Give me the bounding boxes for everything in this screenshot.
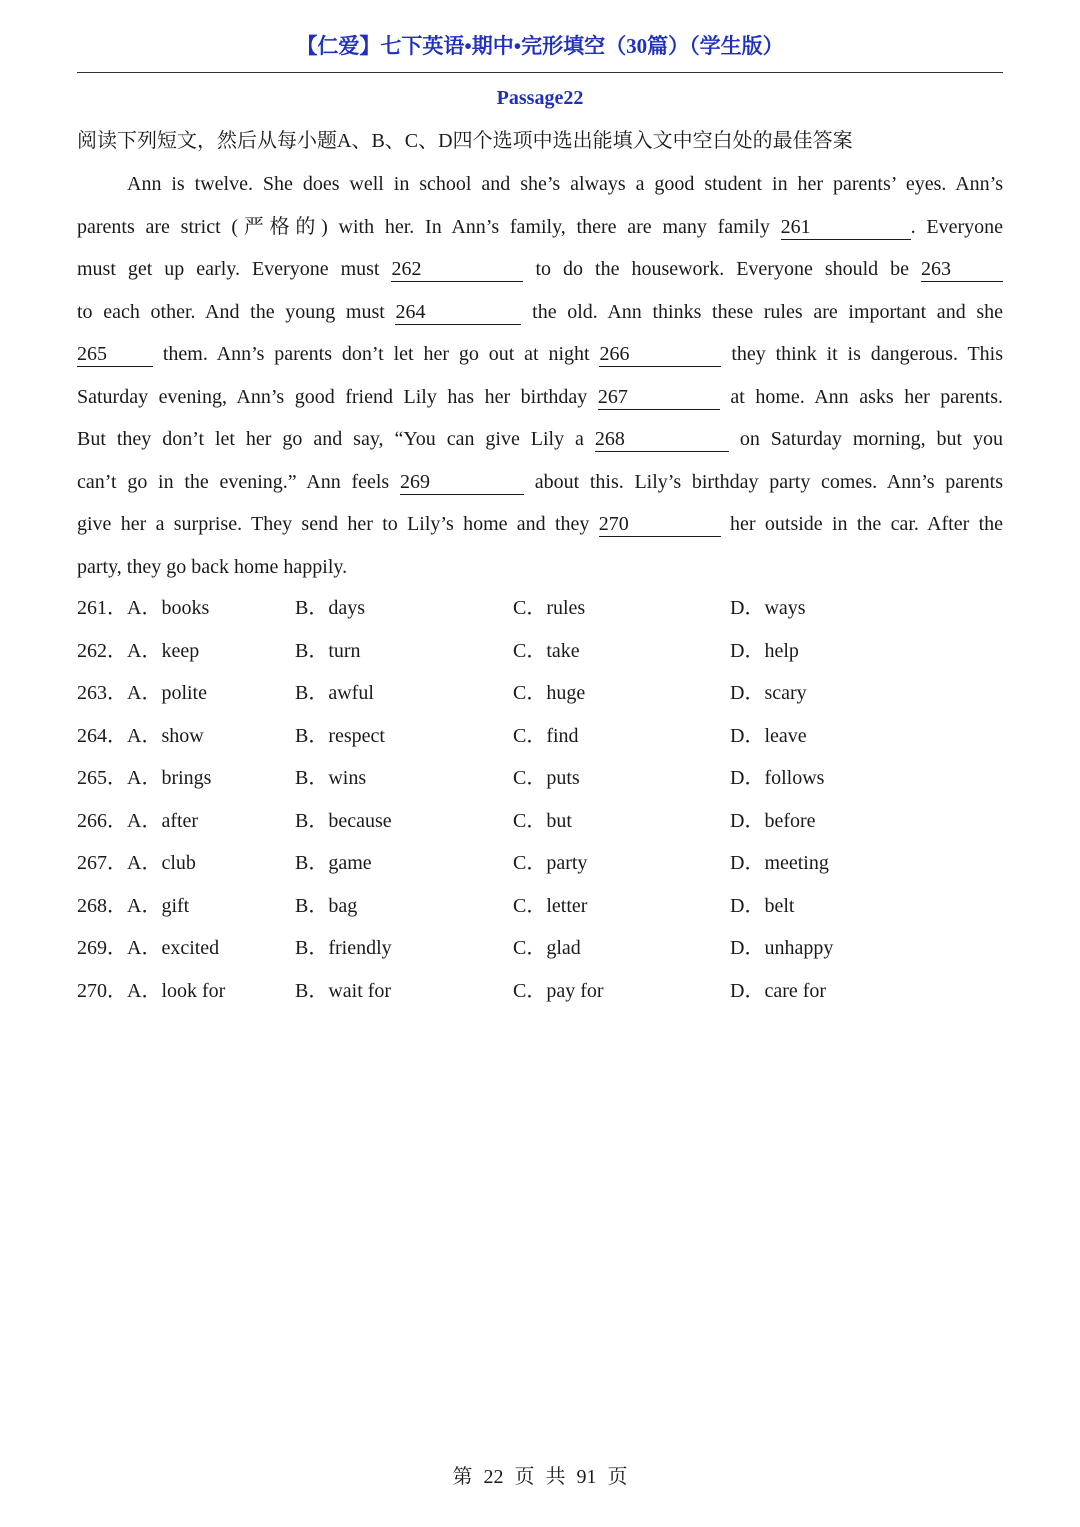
question-row <box>77 673 1003 716</box>
blank-263: 263 <box>921 257 1003 282</box>
question-number-and-option-a: 268．A．gift <box>77 894 190 917</box>
blank-266: 266 <box>599 342 721 367</box>
blank-267: 267 <box>598 385 720 410</box>
option-b: B．respect <box>295 724 385 747</box>
question-number-and-option-a: 264．A．show <box>77 724 204 747</box>
option-b: B．friendly <box>295 937 392 959</box>
blank-261: 261 <box>781 215 911 240</box>
question-row <box>77 801 1003 844</box>
option-d: D．meeting <box>730 852 829 874</box>
option-b: B．awful <box>295 682 374 704</box>
passage-line: can’t go in the evening.” Ann feels 269 about this. Lily’s birthday party comes. Ann’s parents <box>77 470 1004 493</box>
question-row <box>77 886 1003 929</box>
option-b: B．game <box>295 852 372 874</box>
passage-line: But they don’t let her go and say, “You can give Lily a 268 on Saturday morning, but you <box>77 428 1004 450</box>
question-row <box>77 631 1003 674</box>
passage-line: parents are strict (严格的) with her. In Ann’s family, there are many family 261 . Everyone <box>77 215 1003 238</box>
passage-line: to each other. And the young must 264 the old. Ann thinks these rules are important and she <box>77 300 1004 323</box>
passage-line: Ann is twelve. She does well in school and she’s always a good student in her parents’ eyes. Ann’s <box>127 173 1003 195</box>
passage-line: 265 them. Ann’s parents don’t let her go out at night 266 they think it is dangerous. This <box>77 343 1004 365</box>
option-d: D．belt <box>730 894 795 917</box>
option-d: D．before <box>730 809 816 832</box>
passage-line: give her a surprise. They send her to Lily’s home and they 270 her outside in the car. After the <box>77 513 1004 535</box>
blank-265: 265 <box>77 342 153 367</box>
question-number-and-option-a: 270．A．look for <box>77 979 226 1002</box>
option-c: C．party <box>513 852 588 874</box>
option-c: C．find <box>513 724 579 747</box>
question-row <box>77 716 1003 759</box>
option-d: D．help <box>730 639 799 662</box>
option-d: D．care for <box>730 979 827 1002</box>
question-row <box>77 843 1003 886</box>
option-d: D．scary <box>730 682 807 704</box>
option-d: D．unhappy <box>730 937 834 959</box>
question-options <box>77 588 1003 1013</box>
question-number-and-option-a: 262．A．keep <box>77 639 200 662</box>
question-row <box>77 588 1003 631</box>
passage-title: Passage22 <box>496 87 584 109</box>
blank-262: 262 <box>391 257 523 282</box>
instruction-text: 阅读下列短文，然后从每小题A、B、C、D四个选项中选出能填入文中空白处的最佳答案 <box>77 130 853 152</box>
blank-269: 269 <box>400 470 524 495</box>
option-c: C．puts <box>513 767 580 789</box>
question-number-and-option-a: 267．A．club <box>77 852 196 874</box>
document-header: 【仁爱】七下英语•期中•完形填空（30篇）（学生版） <box>296 34 784 58</box>
option-c: C．but <box>513 809 572 832</box>
option-d: D．ways <box>730 597 806 619</box>
question-number-and-option-a: 269．A．excited <box>77 937 220 959</box>
option-d: D．follows <box>730 767 825 789</box>
question-row <box>77 928 1003 971</box>
question-number-and-option-a: 261．A．books <box>77 597 210 619</box>
passage-body <box>77 165 1003 590</box>
option-c: C．rules <box>513 597 586 619</box>
question-number-and-option-a: 266．A．after <box>77 809 199 832</box>
page-footer: 第 22 页 共 91 页 <box>452 1466 628 1488</box>
option-b: B．bag <box>295 894 358 917</box>
option-c: C．pay for <box>513 979 604 1002</box>
option-c: C．glad <box>513 937 581 959</box>
passage-line: Saturday evening, Ann’s good friend Lily has her birthday 267 at home. Ann asks her parents. <box>77 385 1004 408</box>
question-number-and-option-a: 265．A．brings <box>77 767 212 789</box>
question-row <box>77 758 1003 801</box>
option-d: D．leave <box>730 724 807 747</box>
header-divider <box>77 72 1003 73</box>
option-b: B．wait for <box>295 979 392 1002</box>
question-row <box>77 971 1003 1014</box>
blank-264: 264 <box>395 300 521 325</box>
passage-line: must get up early. Everyone must 262 to do the housework. Everyone should be 263 <box>77 250 1003 293</box>
passage-line: party, they go back home happily. <box>77 555 348 578</box>
option-b: B．wins <box>295 767 367 789</box>
option-c: C．huge <box>513 682 586 704</box>
blank-268: 268 <box>595 427 729 452</box>
option-c: C．letter <box>513 894 588 917</box>
option-b: B．because <box>295 809 392 832</box>
option-b: B．days <box>295 597 365 619</box>
option-c: C．take <box>513 639 580 662</box>
blank-270: 270 <box>599 512 721 537</box>
option-b: B．turn <box>295 639 361 662</box>
question-number-and-option-a: 263．A．polite <box>77 682 207 704</box>
